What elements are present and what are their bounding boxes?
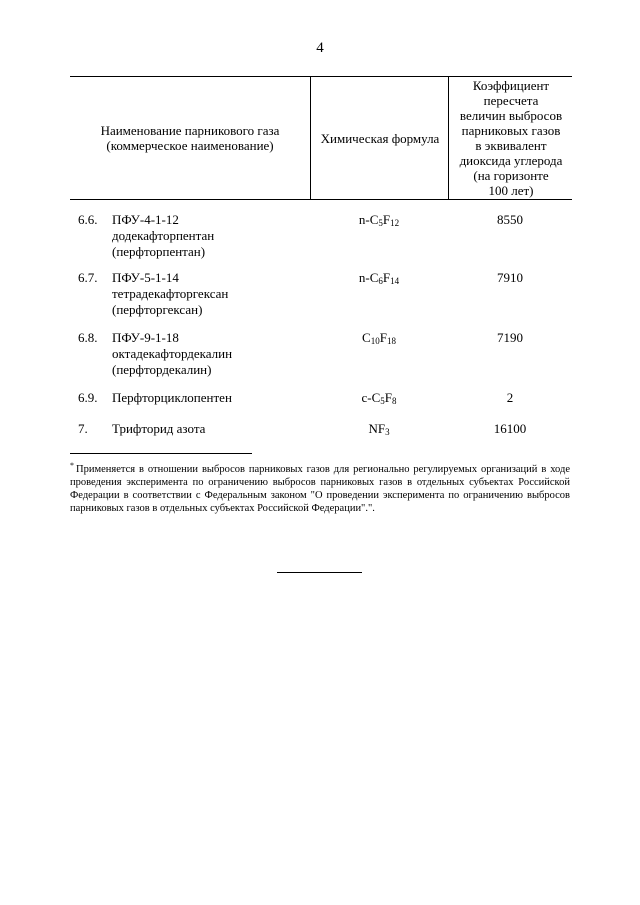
formula-subscript: 12 <box>390 218 400 228</box>
footnote-separator <box>70 453 252 454</box>
formula-subscript: 8 <box>392 396 397 406</box>
page-number: 4 <box>316 40 324 56</box>
formula-element: c-C <box>361 390 381 405</box>
row-formula <box>310 270 448 286</box>
formula-subscript: 5 <box>380 396 385 406</box>
header-chemical-formula: Химическая формула <box>310 77 449 199</box>
formula-subscript: 6 <box>378 276 383 286</box>
end-of-document-line <box>277 572 362 573</box>
row-gas-name: ПФУ-4-1-12 додекафторпентан (перфторпентан) <box>112 212 215 259</box>
row-number: 6.8. <box>78 330 98 345</box>
row-number: 6.7. <box>78 270 98 285</box>
row-gas-name: ПФУ-9-1-18 октадекафтордекалин (перфтордекалин) <box>112 330 233 377</box>
row-formula <box>310 390 448 406</box>
row-formula <box>310 330 448 346</box>
row-gas-name: Перфторциклопентен <box>112 390 232 405</box>
formula-element: F <box>382 270 391 285</box>
row-number: 6.6. <box>78 212 98 227</box>
row-number: 7. <box>78 421 88 436</box>
footnote <box>70 459 570 515</box>
row-gas-name: Трифторид азота <box>112 421 206 436</box>
formula-element: F <box>384 390 392 405</box>
row-coefficient: 2 <box>506 390 514 405</box>
footnote-mark: * <box>70 461 74 470</box>
formula-element: C <box>362 330 371 345</box>
formula-subscript: 18 <box>386 336 396 346</box>
row-coefficient: 7190 <box>497 330 523 345</box>
row-number: 6.9. <box>78 390 98 405</box>
formula-element: F <box>382 212 391 227</box>
formula-subscript: 14 <box>390 276 400 286</box>
formula-element: NF <box>368 421 386 436</box>
table-header <box>70 76 572 200</box>
row-coefficient: 8550 <box>497 212 523 227</box>
formula-subscript: 5 <box>378 218 383 228</box>
header-conversion-coefficient: Коэффициент пересчета величин выбросов парниковых газов в эквивалент диоксида углерода (на горизонте 100 лет) <box>448 77 573 199</box>
row-coefficient: 16100 <box>493 421 527 436</box>
formula-element: n-C <box>358 270 379 285</box>
row-gas-name: ПФУ-5-1-14 тетрадекафторгексан (перфторгексан) <box>112 270 229 317</box>
row-formula <box>310 421 448 437</box>
formula-subscript: 10 <box>370 336 380 346</box>
formula-element: n-C <box>358 212 379 227</box>
row-coefficient: 7910 <box>497 270 523 285</box>
header-gas-name: Наименование парникового газа (коммерческое наименование) <box>100 123 280 153</box>
greenhouse-gas-table <box>70 76 572 437</box>
formula-subscript: 3 <box>385 427 390 437</box>
row-formula <box>310 212 448 228</box>
footnote-text: Применяется в отношении выбросов парниковых газов для регионально регулируемых организаций в ходе проведения эксперимента по ограничению выбросов парниковых газов в отдельных субъектах Российской Федерации в соответствии с Федеральным законом "О проведении эксперимента по ограничению выбросов парниковых газов в отдельных субъектах Российской Федерации".". <box>70 464 570 514</box>
formula-element: F <box>379 330 387 345</box>
